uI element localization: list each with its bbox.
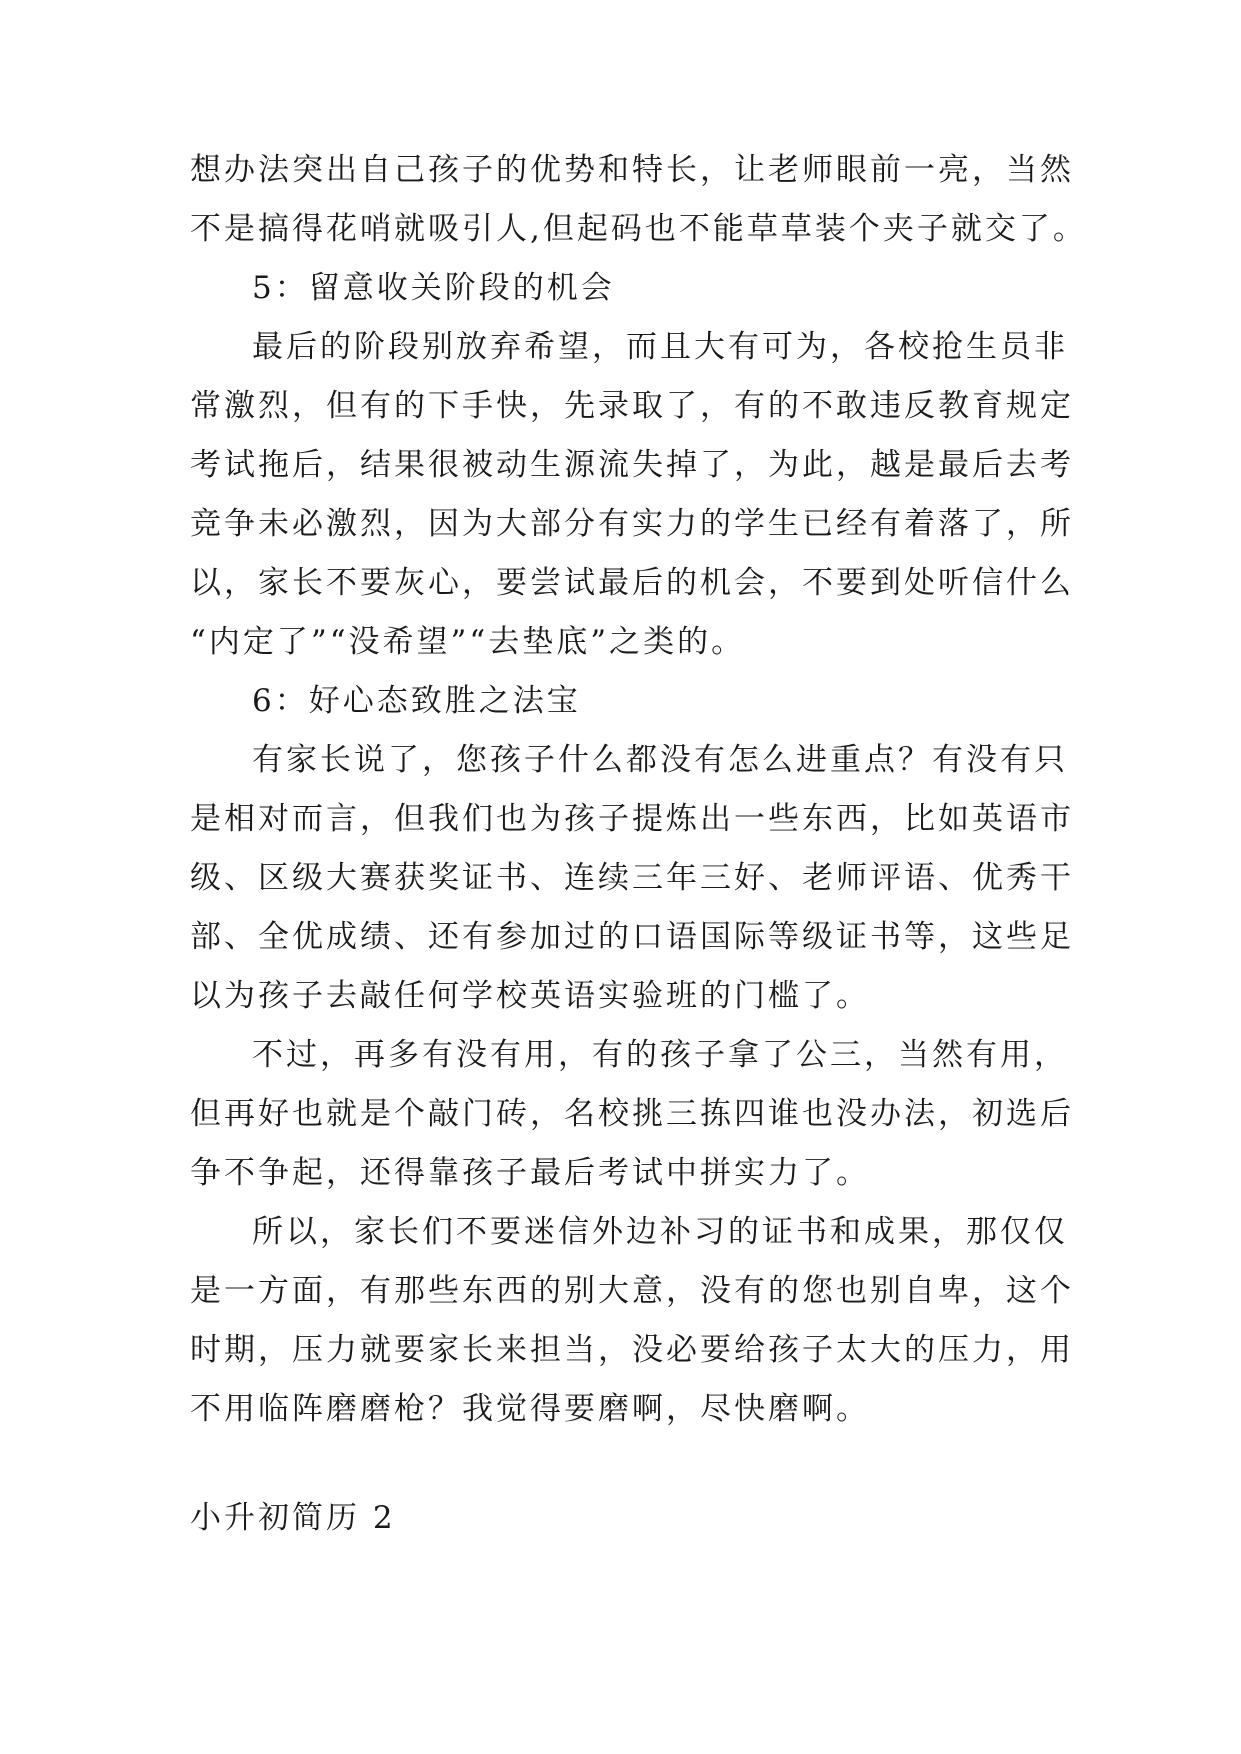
paragraph-line: 不用临阵磨磨枪？我觉得要磨啊，尽快磨啊。	[190, 1391, 870, 1427]
paragraph-line: 但再好也就是个敲门砖，名校挑三拣四谁也没办法，初选后	[190, 1096, 1074, 1132]
paragraph-line: 竞争未必激烈，因为大部分有实力的学生已经有着落了，所	[190, 506, 1074, 542]
paragraph-line: 有家长说了，您孩子什么都没有怎么进重点？有没有只	[252, 742, 1068, 778]
paragraph-line: 考试拖后，结果很被动生源流失掉了，为此，越是最后去考	[190, 447, 1074, 483]
document-title: 小升初简历 2	[190, 1500, 396, 1536]
paragraph-line: 想办法突出自己孩子的优势和特长，让老师眼前一亮，当然	[190, 152, 1074, 188]
paragraph-line: 不过，再多有没有用，有的孩子拿了公三，当然有用，	[252, 1037, 1068, 1073]
paragraph-line: 争不争起，还得靠孩子最后考试中拼实力了。	[190, 1155, 870, 1191]
paragraph-line: 以，家长不要灰心，要尝试最后的机会，不要到处听信什么	[190, 565, 1074, 601]
paragraph-line: 所以，家长们不要迷信外边补习的证书和成果，那仅仅	[252, 1214, 1068, 1250]
paragraph-line: 最后的阶段别放弃希望，而且大有可为，各校抢生员非	[252, 329, 1068, 365]
paragraph-line: 常激烈，但有的下手快，先录取了，有的不敢违反教育规定	[190, 388, 1074, 424]
section-heading: 5：留意收关阶段的机会	[252, 270, 615, 306]
paragraph-line: 时期，压力就要家长来担当，没必要给孩子太大的压力，用	[190, 1332, 1074, 1368]
paragraph-line: 级、区级大赛获奖证书、连续三年三好、老师评语、优秀干	[190, 860, 1074, 896]
section-heading: 6：好心态致胜之法宝	[252, 683, 581, 719]
paragraph-line: 是一方面，有那些东西的别大意，没有的您也别自卑，这个	[190, 1273, 1074, 1309]
paragraph-line: 是相对而言，但我们也为孩子提炼出一些东西，比如英语市	[190, 801, 1074, 837]
paragraph-line: 不是搞得花哨就吸引人,但起码也不能草草装个夹子就交了。	[190, 211, 1087, 247]
paragraph-line: 部、全优成绩、还有参加过的口语国际等级证书等，这些足	[190, 919, 1074, 955]
paragraph-line: 以为孩子去敲任何学校英语实验班的门槛了。	[190, 978, 870, 1014]
paragraph-line: “内定了”“没希望”“去垫底”之类的。	[190, 624, 746, 660]
